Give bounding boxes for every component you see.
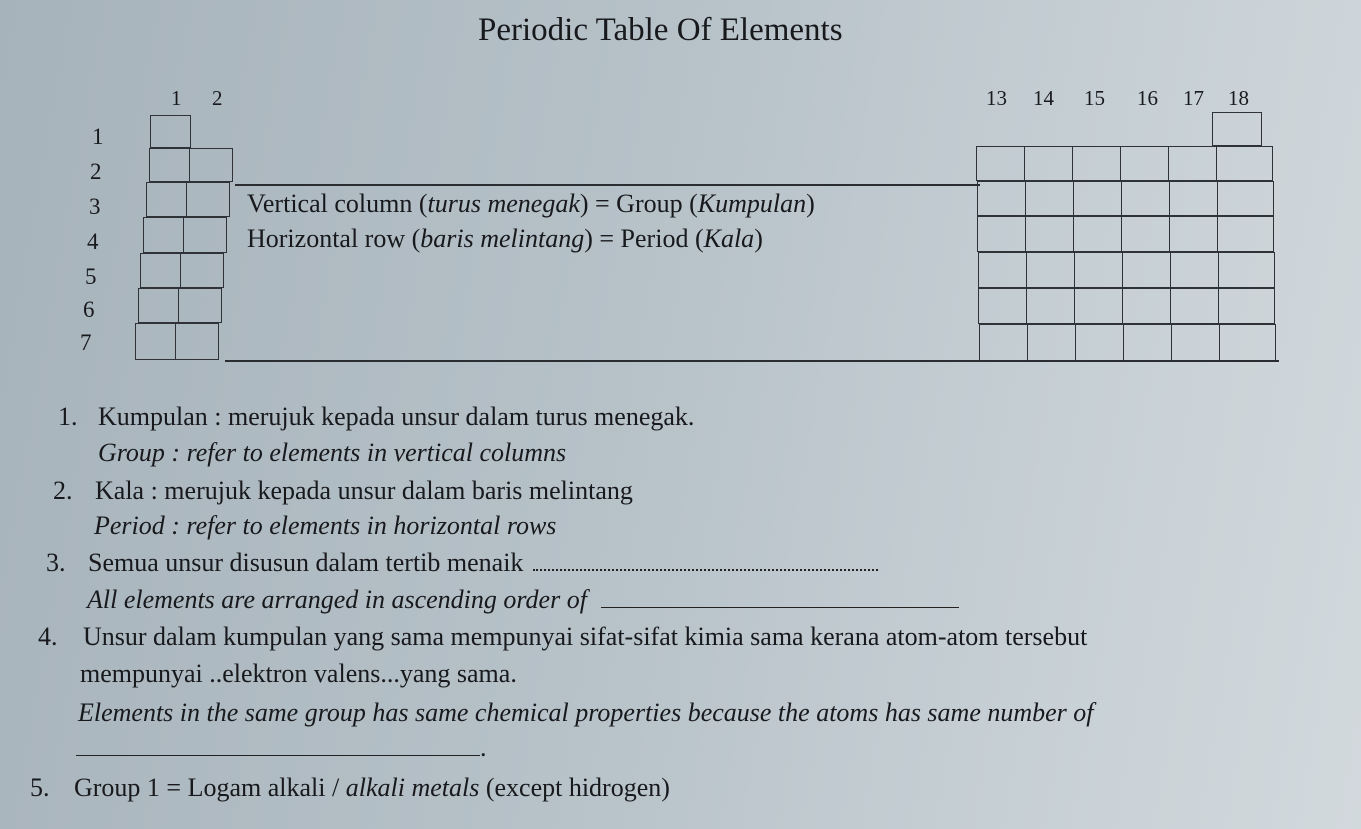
period-number-3: 3 (89, 194, 101, 219)
group-number-14: 14 (1033, 86, 1054, 110)
cell-period-5-group-17 (1170, 252, 1219, 288)
cell-period-3-group-16 (1121, 181, 1170, 216)
cell-period-6-group-13 (978, 288, 1027, 324)
cell-period-6-group-15 (1074, 288, 1123, 324)
definition-horizontal: Horizontal row (baris melintang) = Period (Kala) (247, 224, 763, 253)
group-number-17: 17 (1183, 86, 1204, 110)
question-2-english: Period : refer to elements in horizontal rows (94, 511, 557, 540)
cell-period-2-group-13 (976, 146, 1025, 181)
question-4-malay-line-1: Unsur dalam kumpulan yang sama mempunyai sifat-sifat kimia sama kerana atom-atom tersebut (83, 622, 1088, 651)
question-2-malay: Kala : merujuk kepada unsur dalam baris melintang (95, 476, 633, 505)
cell-period-5-group-1 (140, 253, 181, 288)
cell-period-5-group-14 (1026, 252, 1075, 288)
table-divider-bottom (225, 360, 1279, 362)
question-1-number: 1. (58, 402, 78, 431)
cell-period-4-group-17 (1169, 216, 1218, 252)
cell-period-6-group-18 (1218, 288, 1275, 324)
period-number-2: 2 (90, 159, 102, 184)
answer-blank-3-english[interactable] (601, 607, 959, 608)
cell-period-2-group-16 (1120, 146, 1169, 181)
cell-period-6-group-1 (138, 288, 179, 323)
cell-period-4-group-18 (1217, 216, 1274, 252)
question-5-text: Group 1 = Logam alkali / alkali metals (except hidrogen) (74, 773, 670, 802)
cell-period-7-group-16 (1123, 324, 1172, 361)
answer-blank-4[interactable] (76, 755, 480, 756)
group-number-2: 2 (212, 86, 223, 110)
period-number-6: 6 (83, 297, 95, 322)
cell-period-3-group-13 (977, 181, 1026, 216)
question-5-number: 5. (30, 773, 50, 802)
cell-period-4-group-16 (1121, 216, 1170, 252)
cell-period-7-group-14 (1027, 324, 1076, 361)
period-number-4: 4 (87, 229, 99, 254)
cell-period-1-group-1 (150, 115, 191, 148)
cell-period-5-group-13 (978, 252, 1027, 288)
question-1-english: Group : refer to elements in vertical columns (98, 438, 567, 467)
cell-period-7-group-1 (135, 323, 176, 360)
cell-period-6-group-14 (1026, 288, 1075, 324)
question-4-english: Elements in the same group has same chemical properties because the atoms has same number of (78, 698, 1094, 727)
cell-period-3-group-2 (186, 182, 230, 217)
cell-period-2-group-17 (1168, 146, 1217, 181)
group-number-1: 1 (171, 86, 182, 110)
question-4-answer-line: . (76, 733, 487, 763)
question-3-malay: Semua unsur disusun dalam tertib menaik (88, 548, 878, 578)
period-number-7: 7 (80, 330, 92, 355)
cell-period-2-group-2 (189, 148, 233, 182)
answer-blank-3-malay[interactable] (533, 569, 878, 571)
cell-period-4-group-2 (183, 217, 227, 253)
cell-period-4-group-1 (143, 217, 184, 253)
cell-period-7-group-17 (1171, 324, 1220, 361)
cell-period-7-group-2 (175, 323, 219, 360)
cell-period-3-group-15 (1073, 181, 1122, 216)
question-2-number: 2. (53, 476, 73, 505)
definition-vertical: Vertical column (turus menegak) = Group (Kumpulan) (247, 189, 815, 218)
cell-period-5-group-16 (1122, 252, 1171, 288)
cell-period-2-group-14 (1024, 146, 1073, 181)
cell-period-4-group-15 (1073, 216, 1122, 252)
cell-period-6-group-2 (178, 288, 222, 323)
question-4-malay-line-2: mempunyai ..elektron valens...yang sama. (80, 659, 517, 688)
cell-period-2-group-18 (1216, 146, 1273, 181)
cell-period-6-group-16 (1122, 288, 1171, 324)
cell-period-3-group-17 (1169, 181, 1218, 216)
cell-period-5-group-18 (1218, 252, 1275, 288)
cell-period-5-group-15 (1074, 252, 1123, 288)
cell-period-5-group-2 (180, 253, 224, 288)
cell-period-3-group-18 (1217, 181, 1274, 216)
group-number-15: 15 (1084, 86, 1105, 110)
cell-period-2-group-15 (1072, 146, 1121, 181)
cell-period-7-group-15 (1075, 324, 1124, 361)
table-divider-top (235, 184, 980, 186)
cell-period-1-group-18 (1212, 112, 1262, 146)
group-number-16: 16 (1137, 86, 1158, 110)
question-3-english: All elements are arranged in ascending order of (87, 585, 959, 615)
group-number-13: 13 (986, 86, 1007, 110)
question-3-number: 3. (46, 548, 66, 577)
question-1-malay: Kumpulan : merujuk kepada unsur dalam turus menegak. (98, 402, 695, 431)
cell-period-4-group-13 (977, 216, 1026, 252)
cell-period-7-group-13 (979, 324, 1028, 361)
period-number-1: 1 (92, 124, 104, 149)
cell-period-6-group-17 (1170, 288, 1219, 324)
cell-period-4-group-14 (1025, 216, 1074, 252)
cell-period-3-group-14 (1025, 181, 1074, 216)
group-number-18: 18 (1228, 86, 1249, 110)
cell-period-3-group-1 (146, 182, 187, 217)
period-number-5: 5 (85, 264, 97, 289)
cell-period-2-group-1 (149, 148, 190, 182)
question-4-number: 4. (38, 622, 58, 651)
cell-period-7-group-18 (1219, 324, 1276, 361)
page-title: Periodic Table Of Elements (478, 12, 843, 48)
